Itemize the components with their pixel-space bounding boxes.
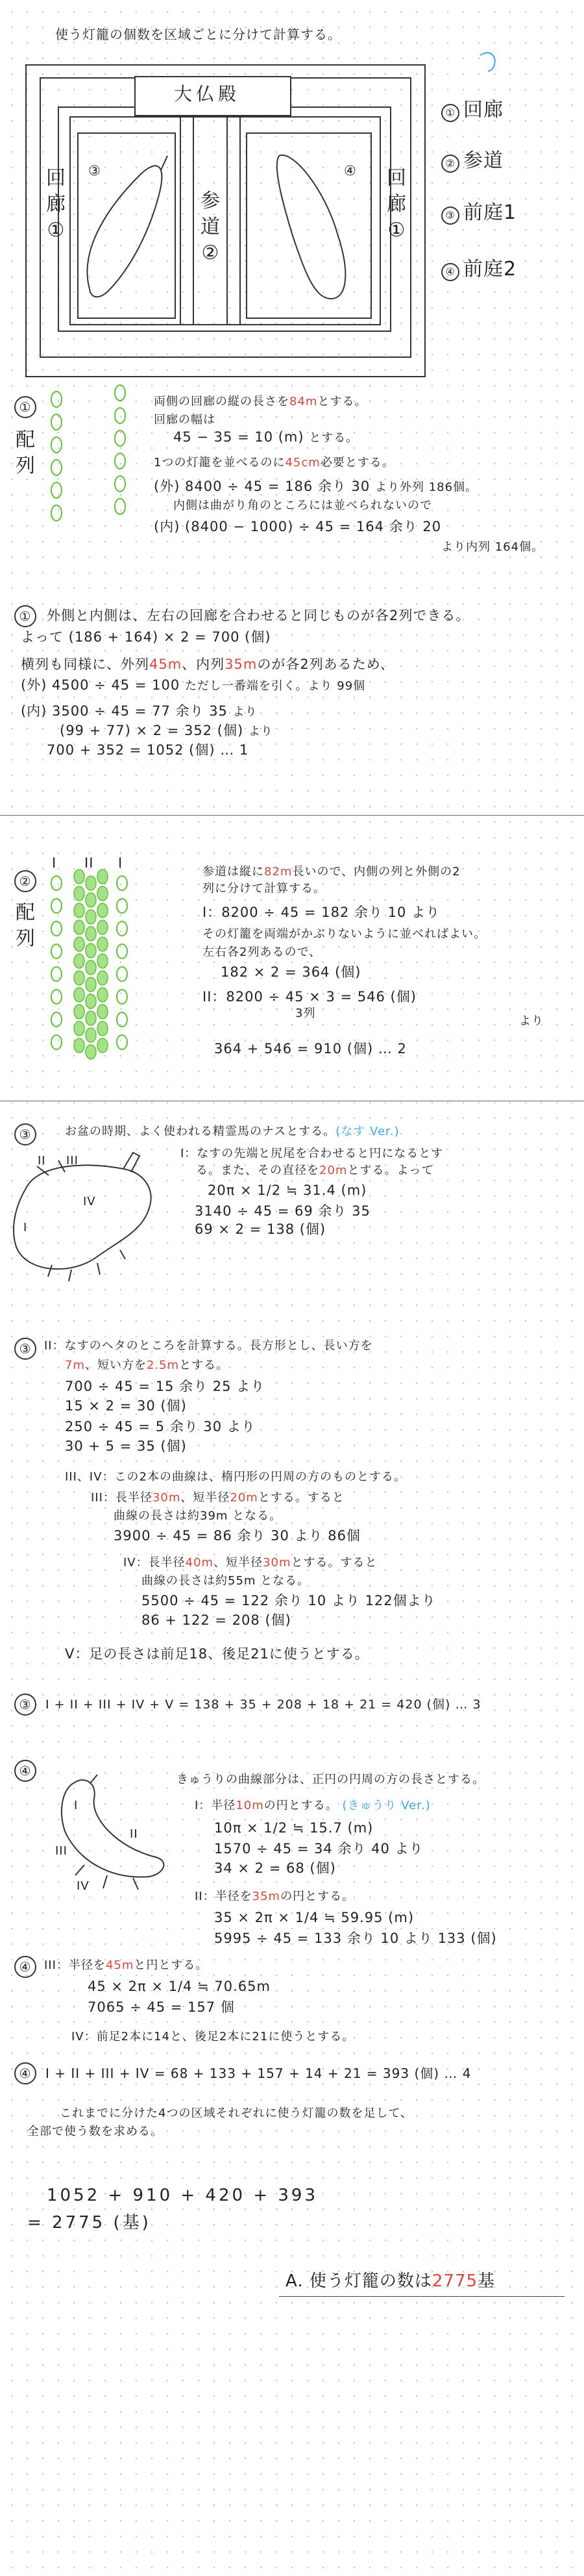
column-label-i: I xyxy=(52,855,57,871)
approach-label: 参 道 ② xyxy=(201,190,220,264)
final-answer: A. 使う灯籠の数は2775基 xyxy=(286,2271,496,2291)
s9-line1: I + II + III + IV = 68 + 133 + 157 + 14 + 21 = 393 (個) … 4 xyxy=(45,2066,472,2081)
s4-line2: I：なすの先端と尻尾を合わせると円になるとす xyxy=(180,1147,444,1160)
s2-line4: (外) 4500 ÷ 45 = 100 ただし一番端を引く。より 99個 xyxy=(21,677,366,693)
section-mark: ③ xyxy=(14,1123,40,1145)
eggplant-part-label: III xyxy=(66,1154,79,1168)
s3-line3: I：8200 ÷ 45 = 182 余り 10 より xyxy=(202,905,441,920)
s5-line10: 3900 ÷ 45 = 86 余り 30 より 86個 xyxy=(114,1528,361,1544)
legend-item: ④ 前庭2 xyxy=(441,256,517,282)
s1-line2: 回廊の幅は xyxy=(154,413,215,427)
s5-line7: III、IV：この2本の曲線は、楕円形の円周の方のものとする。 xyxy=(65,1470,406,1484)
final-line1: これまでに分けた4つの区域それぞれに使う灯籠の数を足して、 xyxy=(60,2107,413,2120)
page-header: 使う灯籠の個数を区域ごとに分けて計算する。 xyxy=(55,27,341,42)
s1-line1: 両側の回廊の縦の長さを84mとする。 xyxy=(154,395,367,408)
s4-line5: 3140 ÷ 45 = 69 余り 35 xyxy=(195,1203,371,1219)
section-mark: ④ xyxy=(14,2062,40,2084)
s5-line14: 86 + 122 = 208 (個) xyxy=(141,1612,291,1628)
s8-line2: 45 × 2π × 1/4 ≒ 70.65m xyxy=(88,1979,271,1994)
s7-line2: I：半径10mの円とする。 (きゅうり Ver.) xyxy=(195,1799,431,1812)
eggplant-part-label: I xyxy=(23,1221,28,1234)
s7-line1: きゅうりの曲線部分は、正円の円周の方の長さとする。 xyxy=(176,1773,485,1786)
s2-line5: (内) 3500 ÷ 45 = 77 余り 35 より xyxy=(21,703,258,719)
s5-line9: 曲線の長さは約39m となる。 xyxy=(114,1509,282,1523)
final-result: = 2775 (基) xyxy=(27,2213,151,2232)
s3-line7-note: 3列 xyxy=(295,1007,316,1020)
s3-line7: II：8200 ÷ 45 × 3 = 546 (個) xyxy=(202,989,417,1005)
s5-line15: V：足の長さは前足18、後足21に使うとする。 xyxy=(65,1646,369,1662)
s3-line4: その灯籠を両端がかぶりないように並べればよい。 xyxy=(202,927,486,941)
s1-line5: (外) 8400 ÷ 45 = 186 余り 30 より外列 186個。 xyxy=(154,479,478,494)
s2-line6: (99 + 77) × 2 = 352 (個) より xyxy=(60,723,273,738)
s2-line2: よって (186 + 164) × 2 = 700 (個) xyxy=(21,629,271,645)
corridor-label-right: 回 廊 ① xyxy=(387,167,406,242)
s4-line3: る。また、その直径を20mとする。よって xyxy=(196,1164,434,1177)
s5-line1: II：なすのヘタのところを計算する。長方形とし、長い方を xyxy=(44,1339,373,1353)
legend-item: ③ 前庭1 xyxy=(441,200,517,226)
s7-line6: II：半径を35mの円とする。 xyxy=(195,1890,355,1903)
s5-line3: 700 ÷ 45 = 15 余り 25 より xyxy=(65,1379,265,1394)
zone3-label: ③ xyxy=(88,163,101,179)
s4-line6: 69 × 2 = 138 (個) xyxy=(195,1221,326,1237)
s4-line1: お盆の時期、よく使われる精霊馬のナスとする。(なす Ver.) xyxy=(65,1125,400,1138)
s5-line4: 15 × 2 = 30 (個) xyxy=(65,1398,187,1414)
cucumber-part-label: I xyxy=(74,1799,79,1812)
s7-line8: 5995 ÷ 45 = 133 余り 10 より 133 (個) xyxy=(214,1931,497,1946)
s3-line2: 列に分けて計算する。 xyxy=(202,882,326,895)
column-label-i-right: I xyxy=(118,855,123,871)
legend-item: ① 回廊 xyxy=(441,97,504,123)
s5-line11: IV：長半径40m、短半径30mとする。すると xyxy=(123,1556,378,1569)
s3-line8: 364 + 546 = 910 (個) … 2 xyxy=(214,1041,407,1057)
s2-line1: 外側と内側は、左右の回廊を合わせると同じものが各2列できる。 xyxy=(47,608,470,623)
s1-line6: 内側は曲がり角のところには並べられないので xyxy=(173,499,432,512)
final-sum: 1052 + 910 + 420 + 393 xyxy=(47,2186,318,2205)
cucumber-part-label: II xyxy=(130,1827,138,1841)
s1-line3: 45 − 35 = 10 (m) とする。 xyxy=(173,429,359,445)
s3-line7-tail: より xyxy=(519,1014,544,1028)
s5-line2: 7m、短い方を2.5mとする。 xyxy=(65,1358,229,1372)
s3-line6: 182 × 2 = 364 (個) xyxy=(221,964,361,980)
s7-line7: 35 × 2π × 1/4 ≒ 59.95 (m) xyxy=(214,1910,415,1925)
eggplant-part-label: II xyxy=(38,1154,46,1168)
s2-line7: 700 + 352 = 1052 (個) … 1 xyxy=(47,742,249,758)
s8-line3: 7065 ÷ 45 = 157 個 xyxy=(88,1999,235,2015)
s5-line6: 30 + 5 = 35 (個) xyxy=(65,1438,187,1454)
s1-line4: 1つの灯籠を並べるのに45cm必要とする。 xyxy=(154,456,395,469)
s7-line4: 1570 ÷ 45 = 34 余り 40 より xyxy=(214,1841,424,1857)
eggplant-part-label: IV xyxy=(83,1195,96,1208)
s7-line3: 10π × 1/2 ≒ 15.7 (m) xyxy=(214,1820,374,1836)
section-side-label: 配 列 xyxy=(16,901,35,950)
section-mark: ④ xyxy=(14,1956,40,1978)
corridor-label-left: 回 廊 ① xyxy=(46,167,66,242)
section-mark: ① xyxy=(14,396,40,418)
s5-line5: 250 ÷ 45 = 5 余り 30 より xyxy=(65,1419,256,1434)
section-side-label: 配 列 xyxy=(16,429,35,477)
s2-line3: 横列も同様に、外列45m、内列35mのが各2列あるため、 xyxy=(21,657,395,672)
answer-underline xyxy=(279,2296,565,2297)
s6-line1: I + II + III + IV + V = 138 + 35 + 208 + 18 + 21 = 420 (個) … 3 xyxy=(45,1697,481,1712)
cucumber-part-label: III xyxy=(55,1844,67,1858)
s4-line4: 20π × 1/2 ≒ 31.4 (m) xyxy=(208,1182,367,1198)
section-mark: ① xyxy=(14,605,40,627)
zone4-label: ④ xyxy=(344,163,357,179)
s1-line8: より内列 164個。 xyxy=(441,540,544,554)
section-mark: ④ xyxy=(14,1760,40,1782)
cucumber-diagram xyxy=(0,0,195,1948)
s1-line7: (内) (8400 − 1000) ÷ 45 = 164 余り 20 xyxy=(154,519,442,534)
s5-line8: III：長半径30m、短半径20mとする。すると xyxy=(91,1491,345,1505)
section-mark: ② xyxy=(14,870,40,892)
s7-line5: 34 × 2 = 68 (個) xyxy=(214,1860,336,1876)
cucumber-part-label: IV xyxy=(77,1879,90,1893)
final-line2: 全部で使う数を求める。 xyxy=(27,2125,163,2138)
column-label-ii: II xyxy=(84,855,94,871)
s5-line12: 曲線の長さは約55m となる。 xyxy=(141,1574,310,1588)
s3-line5: 左右各2列あるので、 xyxy=(202,945,322,959)
blue-swirl-icon xyxy=(480,53,495,71)
s8-line1: III：半径を45mと円とする。 xyxy=(44,1958,208,1972)
section-mark: ③ xyxy=(14,1338,40,1360)
section-mark: ③ xyxy=(14,1694,40,1716)
hall-label: 大仏殿 xyxy=(174,83,241,105)
legend-item: ② 参道 xyxy=(441,148,504,174)
s8-line4: IV：前足2本に14と、後足2本に21に使うとする。 xyxy=(71,2030,355,2044)
s3-line1: 参道は縦に82m長いので、内側の列と外側の2 xyxy=(202,865,461,879)
s5-line13: 5500 ÷ 45 = 122 余り 10 より 122個より xyxy=(141,1593,436,1608)
